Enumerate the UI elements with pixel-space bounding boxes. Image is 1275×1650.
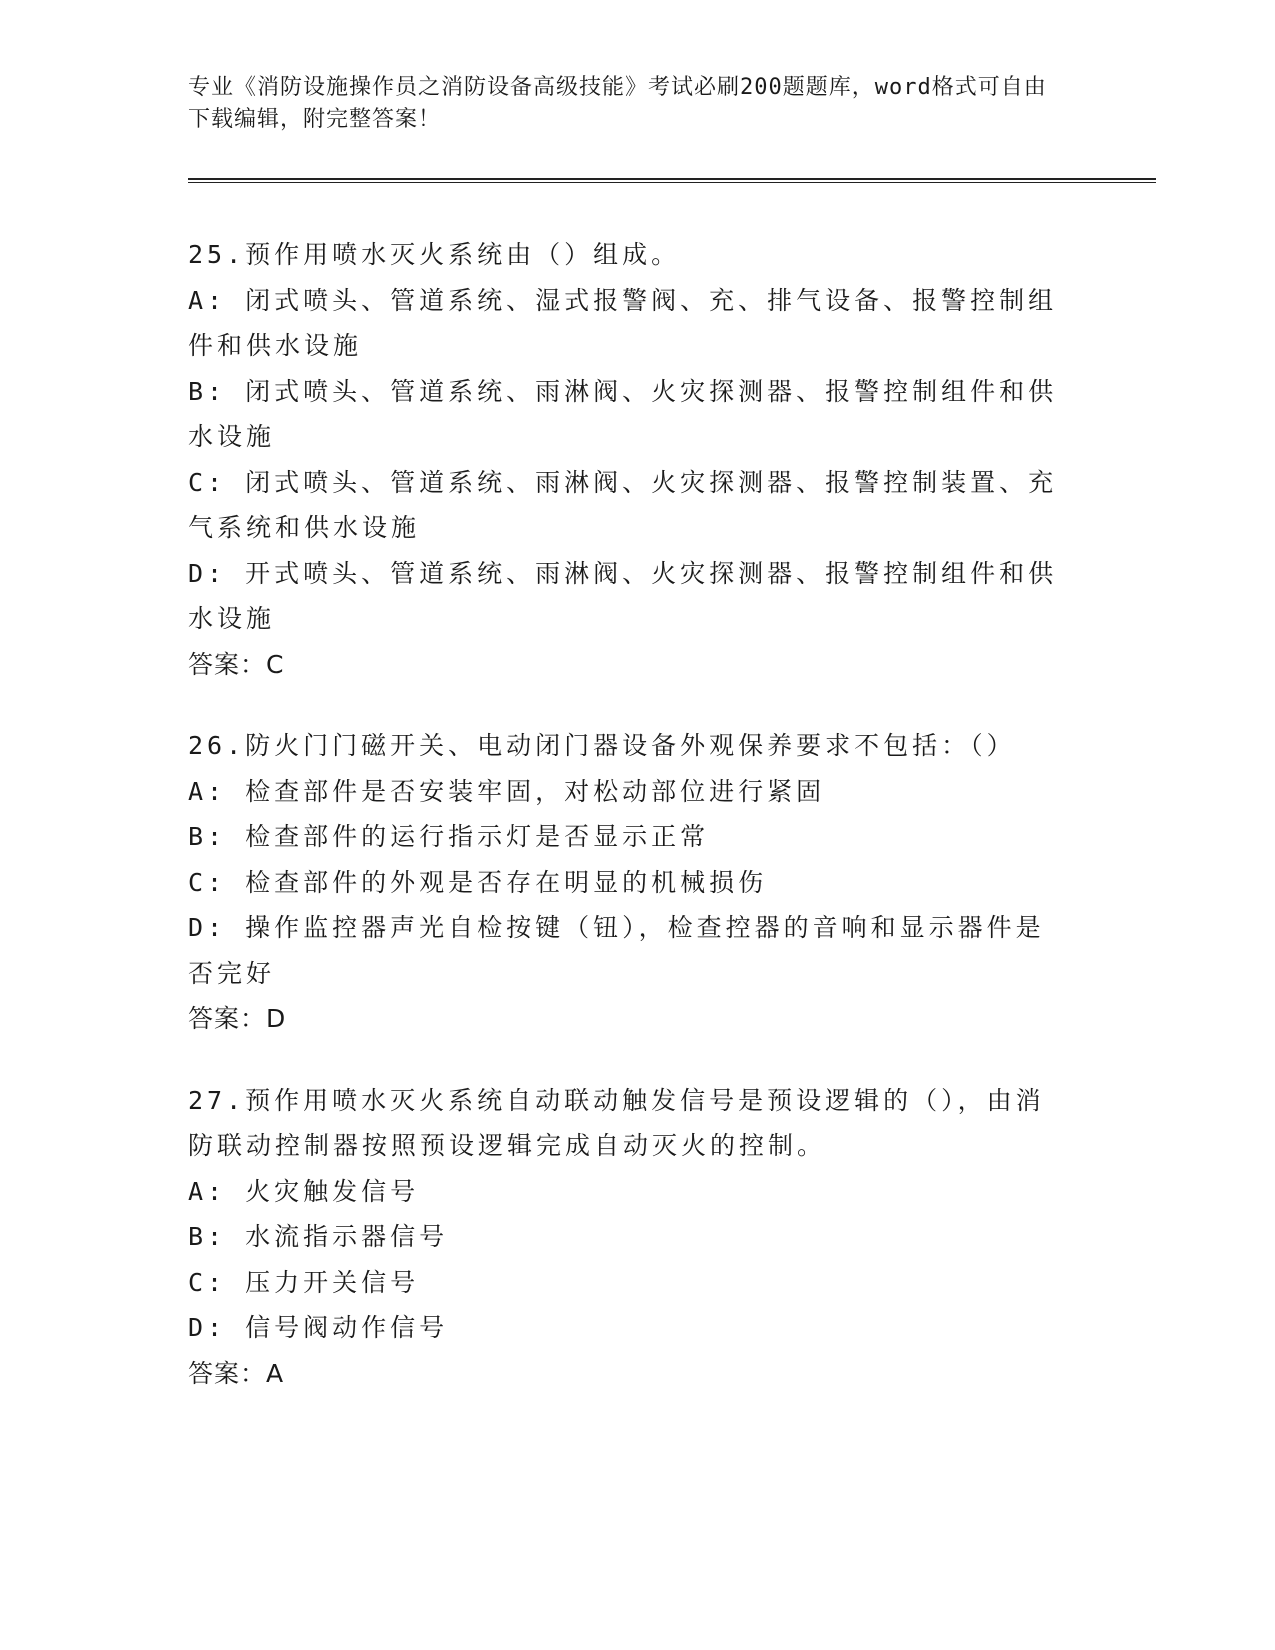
answer-label: 答案：C bbox=[188, 649, 285, 679]
answer-label: 答案：A bbox=[188, 1358, 285, 1388]
question-27 bbox=[188, 1078, 1068, 1397]
question-26 bbox=[188, 723, 1068, 1042]
option-a: A: 闭式喷头、管道系统、湿式报警阀、充、排气设备、报警控制组件和供水设施 bbox=[188, 285, 1058, 360]
option-d: D: 信号阀动作信号 bbox=[188, 1313, 449, 1342]
option-a: A: 火灾触发信号 bbox=[188, 1176, 420, 1206]
option-b: B: 检查部件的运行指示灯是否显示正常 bbox=[188, 822, 710, 851]
option-c: C: 闭式喷头、管道系统、雨淋阀、火灾探测器、报警控制装置、充气系统和供水设施 bbox=[188, 467, 1058, 542]
option-b: B: 闭式喷头、管道系统、雨淋阀、火灾探测器、报警控制组件和供水设施 bbox=[188, 376, 1058, 451]
answer-label: 答案：D bbox=[188, 1004, 287, 1033]
document-header: 专业《消防设施操作员之消防设备高级技能》考试必刷200题题库，word格式可自由下载编辑，附完整答案！ bbox=[188, 75, 1047, 132]
header-divider bbox=[188, 178, 1156, 183]
question-list bbox=[188, 232, 1068, 1432]
option-c: C: 检查部件的外观是否存在明显的机械损伤 bbox=[188, 867, 768, 897]
option-b: B: 水流指示器信号 bbox=[188, 1222, 449, 1251]
question-stem: 25.预作用喷水灭火系统由（）组成。 bbox=[188, 240, 681, 269]
option-d: D: 操作监控器声光自检按键（钮），检查控器的音响和显示器件是否完好 bbox=[188, 913, 1045, 988]
option-c: C: 压力开关信号 bbox=[188, 1267, 420, 1297]
option-d: D: 开式喷头、管道系统、雨淋阀、火灾探测器、报警控制组件和供水设施 bbox=[188, 558, 1058, 633]
question-stem: 26.防火门门磁开关、电动闭门器设备外观保养要求不包括：（） bbox=[188, 731, 1016, 760]
option-a: A: 检查部件是否安装牢固，对松动部位进行紧固 bbox=[188, 776, 826, 806]
question-stem: 27.预作用喷水灭火系统自动联动触发信号是预设逻辑的（），由消防联动控制器按照预设逻辑完成自动灭火的控制。 bbox=[188, 1085, 1045, 1160]
question-25 bbox=[188, 232, 1068, 687]
